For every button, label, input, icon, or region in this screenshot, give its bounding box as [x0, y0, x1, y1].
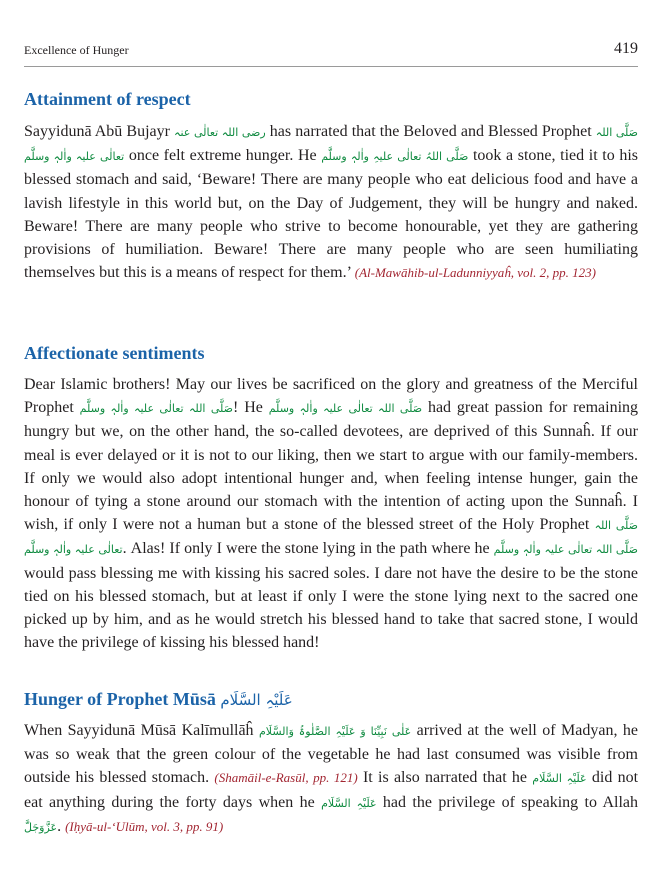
- body-text: had the privilege of speaking to Allah: [376, 793, 638, 811]
- heading-text: Hunger of Prophet Mūsā: [24, 689, 216, 709]
- section-body-hunger-musa: [24, 719, 638, 839]
- arabic-honorific: عَلَیْہِ السَّلَام: [532, 772, 587, 786]
- heading-arabic-honorific: عَلَیْہِ السَّلَام: [220, 691, 293, 709]
- body-text: took a stone, tied it to his blessed stomach and said, ‘Beware! There are many people who eat delicious food and have a lavish lifestyle in this world but, on the Day of Judgement, they will be hungry and naked. Beware! There are many people who strive to become honourable, yet they are gathering provisions of humiliation. Beware! There are many people who are seen humiliating themselves but this is a means of respect for them.’: [24, 147, 639, 282]
- body-text: It is also narrated that he: [357, 769, 533, 787]
- body-text: Sayyidunā Abū Bujayr: [24, 123, 175, 140]
- body-text: arrived at the well of Madyan, he was so weak that the green colour of the vegetable he had last consumed was visible from outside his blessed stomach.: [24, 722, 638, 787]
- page-number: 419: [614, 40, 638, 57]
- arabic-honorific: صَلَّی اللہ تعالٰی علیہ واٰلہٖ وسلَّم: [79, 402, 233, 416]
- section-body-attainment: [24, 120, 638, 284]
- body-text: has narrated that the Beloved and Blessed Prophet: [265, 123, 596, 140]
- arabic-honorific: رضی اللہ تعالٰی عنہ: [174, 126, 266, 139]
- body-text: did not eat anything during the forty days when he: [24, 769, 639, 811]
- arabic-honorific: عَزَّوَجَلَّ: [24, 820, 58, 834]
- body-text: had great passion for remaining hungry but we, on the other hand, the so-called devotees, are deprived of this Sunnaĥ. If our meal is ever delayed or it is not to our liking, then we start to argue with our family-members. If only we would also adopt intentional hunger and, when feeling intense hunger, gain the honour of tying a stone around our stomach with the intention of acting upon the Sunnaĥ. I wish, if only I were not a human but a stone of the blessed street of the Holy Prophet: [24, 399, 639, 534]
- arabic-honorific: عَلٰی نَبِیِّنَا وَ عَلَیْہِ الصَّلٰوۃُ وَالسَّلَام: [258, 725, 412, 738]
- arabic-honorific: صَلَّی اللہ تعالٰی علیہ واٰلہٖ وسلَّم: [24, 519, 639, 557]
- body-text: . Alas! If only I were the stone lying in the path where he: [122, 540, 494, 558]
- section-heading-affectionate: Affectionate sentiments: [24, 343, 205, 363]
- body-text: .: [57, 817, 66, 835]
- running-title: Excellence of Hunger: [24, 43, 129, 57]
- header-divider: [24, 66, 638, 67]
- citation-reference: (Shamāil-e-Rasūl, pp. 121): [214, 770, 358, 786]
- arabic-honorific: عَلَیْہِ السَّلَام: [321, 796, 377, 810]
- body-text: Dear Islamic brothers! May our lives be sacrificed on the glory and greatness of the Merciful Prophet: [24, 376, 638, 417]
- body-text: once felt extreme hunger. He: [124, 147, 322, 165]
- section-heading-hunger-musa: [24, 689, 293, 710]
- body-text: When Sayyidunā Mūsā Kalīmullāĥ: [24, 722, 259, 739]
- section-heading-attainment: Attainment of respect: [24, 89, 191, 109]
- body-text: ! He: [233, 399, 269, 417]
- arabic-honorific: صَلَّی اللہ تعالٰی علیہ واٰلہٖ وسلَّم: [268, 402, 423, 416]
- arabic-honorific: صَلَّی اللہ تعالٰی علیہ واٰلہٖ وسلَّم: [493, 543, 639, 557]
- arabic-honorific: صَلَّی اللہ تعالٰی علیہ واٰلہٖ وسلَّم: [24, 126, 638, 164]
- running-header: [24, 40, 638, 58]
- citation-reference: (Al-Mawāhib-ul-Ladunniyyaĥ, vol. 2, pp. 123): [354, 265, 596, 281]
- citation-reference: (Iḥyā-ul-‘Ulūm, vol. 3, pp. 91): [65, 818, 224, 834]
- section-body-affectionate: [24, 373, 638, 654]
- arabic-honorific: صَلَّی اللہُ تعالٰی علیہِ واٰلہٖ وسلَّم: [321, 150, 469, 164]
- body-text: would pass blessing me with kissing his sacred soles. I dare not have the desire to be the stone tied on his blessed stomach, but at least if only I were the stone lying next to the sacred one picked up by him, and as he would stretch his blessed hand to take that sacred stone, I would have the privilege of kissing his blessed hand!: [24, 564, 638, 652]
